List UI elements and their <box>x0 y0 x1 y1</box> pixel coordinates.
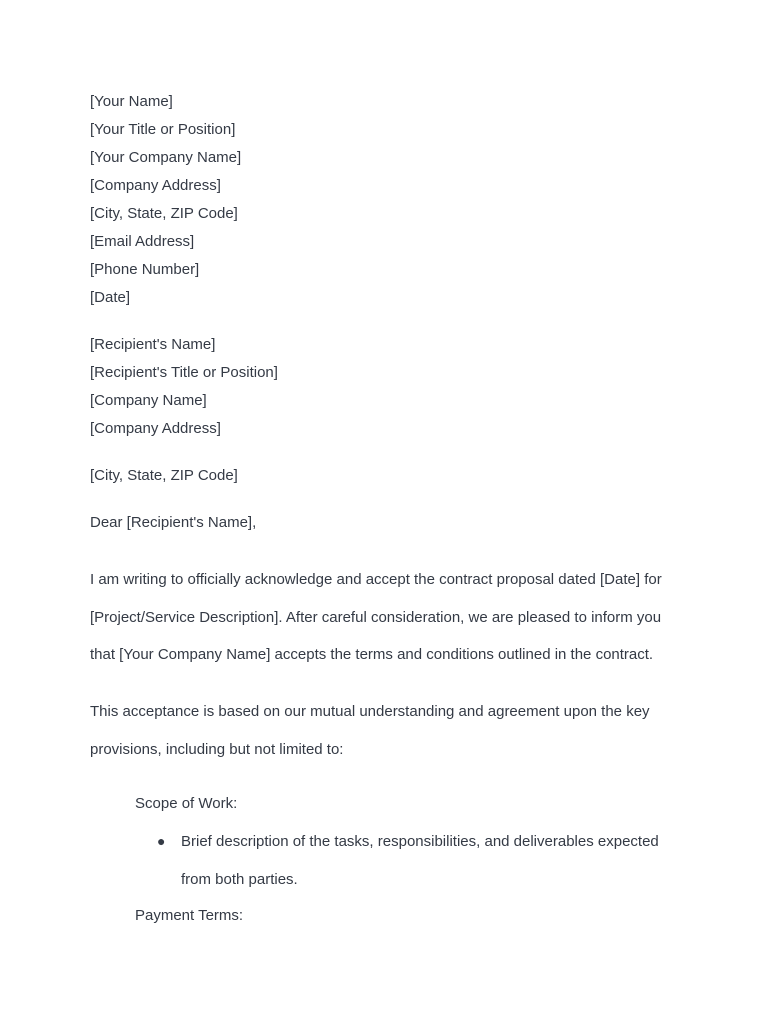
sender-block <box>90 88 241 312</box>
letter-date: [Date] <box>90 289 131 306</box>
recipient-address: [Company Address] <box>90 420 221 437</box>
provision-heading-payment-terms: Payment Terms: <box>135 907 244 924</box>
sender-title: [Your Title or Position] <box>90 121 236 138</box>
sender-phone: [Phone Number] <box>90 261 200 278</box>
paragraph-line: I am writing to officially acknowledge and accept the contract proposal dated [Date] for <box>90 571 662 588</box>
bullet-icon: ● <box>157 833 166 849</box>
recipient-block <box>90 331 278 443</box>
sender-city-state-zip: [City, State, ZIP Code] <box>90 205 238 222</box>
paragraph-line: provisions, including but not limited to: <box>90 740 344 758</box>
paragraph-line: that [Your Company Name] accepts the terms and conditions outlined in the contract. <box>90 646 654 663</box>
recipient-city-state-zip: [City, State, ZIP Code] <box>90 467 238 484</box>
recipient-company: [Company Name] <box>90 392 207 409</box>
paragraph-line: [Project/Service Description]. After careful consideration, we are pleased to inform you <box>90 608 662 626</box>
recipient-title: [Recipient's Title or Position] <box>90 364 278 381</box>
sender-name: [Your Name] <box>90 93 173 110</box>
recipient-name: [Recipient's Name] <box>90 336 216 353</box>
sender-email: [Email Address] <box>90 233 195 250</box>
paragraph-acceptance <box>90 561 690 674</box>
provision-heading-scope-of-work: Scope of Work: <box>135 795 238 812</box>
salutation: Dear [Recipient's Name], <box>90 514 257 531</box>
sender-address: [Company Address] <box>90 177 221 194</box>
recipient-city-block <box>90 462 238 490</box>
sender-company: [Your Company Name] <box>90 149 242 166</box>
paragraph-line: This acceptance is based on our mutual understanding and agreement upon the key <box>90 703 650 720</box>
salutation-block <box>90 509 256 537</box>
bullet-line: Brief description of the tasks, responsibilities, and deliverables expected <box>181 833 659 850</box>
bullet-line: from both parties. <box>181 870 298 888</box>
bullet-text <box>181 823 681 898</box>
paragraph-provisions-intro <box>90 693 690 768</box>
